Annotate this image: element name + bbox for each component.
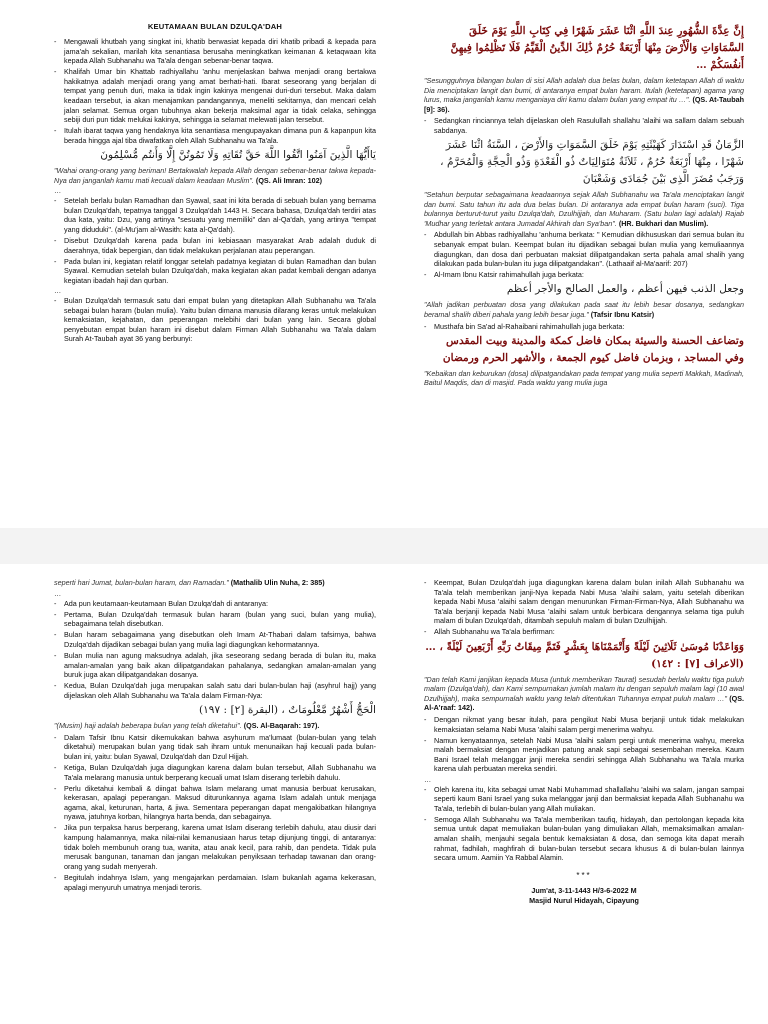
translation-quote bbox=[54, 721, 376, 731]
section-ellipsis: … bbox=[54, 588, 62, 598]
section-ellipsis: … bbox=[54, 186, 62, 196]
quote-text: "Sesungguhnya bilangan bulan di sisi Allah adalah dua belas bulan, dalam ketetapan Allah di waktu Dia menciptakan langit dan bumi, di antaranya empat bulan haram. Itulah (ketetapan) agama yang lurus, maka janganlah kamu menganiaya diri kamu dalam bulan yang empat itu …". bbox=[424, 76, 744, 105]
translation-quote bbox=[424, 675, 744, 713]
bullet-paragraph: - Musthafa bin Sa'ad al-Rahaibani rahimahullah juga berkata: bbox=[424, 322, 744, 332]
translation-quote bbox=[424, 190, 744, 228]
bullet-paragraph: - Keempat, Bulan Dzulqa'dah juga diagungkan karena dalam bulan inilah Allah Subhanahu wa Ta'ala telah memberikan janji-Nya kepada Nabi Musa 'alaihi salam, yaitu setelah diberikan kepada Nabi Musa 'alaihi salam dengan menurunkan Firman-Firman-Nya, Allah Subhanahu wa Ta'ala berjanji kepada Nabi Musa 'alaihi salam untuk berbicara dengannya selama tiga puluh malam di bulan Dzulqa'dah, ditambah sepuluh malam di bulan Dzulhijjah. bbox=[424, 578, 744, 626]
left-column-flow bbox=[54, 37, 376, 344]
page-two bbox=[0, 564, 768, 1024]
section-ellipsis: … bbox=[54, 286, 62, 296]
quote-text: "Kebaikan dan keburukan (dosa) dilipatgandakan pada tempat yang mulia seperti Makkah, Madinah, Baitul Maqdis, dan di masjid. Pada waktu yang mulia juga bbox=[424, 368, 744, 388]
quote-text: seperti hari Jumat, bulan-bulan haram, dan Ramadan." bbox=[54, 578, 229, 587]
arabic-verse: يَاأَيُّهَا الَّذِينَ آمَنُوا اتَّقُوا اللَّهَ حَقَّ تُقَاتِهِ وَلَا تَمُوتُنَّ إِلَّا وَأَنتُم مُّسْلِمُونَ bbox=[100, 149, 376, 162]
bullet-paragraph: - Sedangkan rinciannya telah dijelaskan oleh Rasulullah shallahu 'alaihi wa sallam dalam sebuah sabdanya. bbox=[424, 116, 744, 135]
bullet-paragraph: - Oleh karena itu, kita sebagai umat Nabi Muhammad shallallahu 'alaihi wa salam, jangan sampai seperti kaum Bani Israel yang suka melanggar janji dan bermaksiat kepada Allah Subhanahu wa Ta'ala, terlebih di bulan-bulan yang Allah muliakan. bbox=[424, 785, 744, 814]
quote-reference: (Tafsir Ibnu Katsir) bbox=[590, 310, 655, 319]
bullet-paragraph: - Bulan mulia nan agung maksudnya adalah, jika seseorang sedang berada di bulan itu, maka amalan-amalan yang baik akan dilipatgandakan pahalanya, sedangkan amalan-amalan yang buruk juga akan dilipatgandakan dosanya. bbox=[54, 651, 376, 680]
bullet-paragraph: - Semoga Allah Subhanahu wa Ta'ala memberikan taufiq, hidayah, dan pertolongan kepada kita semua untuk dapat memuliakan bulan-bulan yang dimuliakan Allah, memaksimalkan amalan-amalan shalih, menjauhi segala bentuk kemaksiatan & dosa, dan semoga kita dapat meraih rahmat, fadhilah, maghfirah di bulan-bulan tersebut secara khusus & di bulan-bulan lainnya secara umum. Aamiin Ya Rabbal Alamin. bbox=[424, 815, 744, 863]
bullet-paragraph: - Dalam Tafsir Ibnu Katsir dikemukakan bahwa asyhurum ma'lumaat (bulan-bulan yang telah diketahui) merupakan bulan yang tidak sah ihram untuk menunaikan haji kecuali pada bulan-bulan ini, yaitu: bulan Syawal, Dzulqa'dah dan Dzul Hijjah. bbox=[54, 733, 376, 762]
bullet-paragraph: - Mengawali khutbah yang singkat ini, khatib berwasiat kepada diri khatib pribadi & kepada para jama'ah sekalian, marilah kita senantiasa berusaha meningkatkan keimanan & ketaqwaan kita kepada Allah Subhanahu wa Ta'ala dengan sebenar-benar taqwa. bbox=[54, 37, 376, 66]
translation-quote bbox=[54, 578, 376, 588]
bullet-paragraph: - Ketiga, Bulan Dzulqa'dah juga diagungkan karena dalam bulan tersebut, Allah Subhanahu wa Ta'ala melarang manusia untuk berperang kecuali umat Islam diserang terlebih dahulu. bbox=[54, 763, 376, 782]
arabic-verse: وجعل الذنب فيهن أعظم ، والعمل الصالح والأجر أعظم bbox=[506, 283, 744, 296]
quote-reference: (QS. Ali Imran: 102) bbox=[255, 175, 322, 185]
left-column-flow bbox=[54, 578, 376, 892]
translation-quote bbox=[424, 369, 744, 388]
bullet-paragraph: - Begitulah indahnya Islam, yang mengajarkan perdamaian. Islam bukanlah agama kekerasan, apalagi menyuruh umatnya menjadi teroris. bbox=[54, 873, 376, 892]
quote-reference: (HR. Bukhari dan Muslim). bbox=[618, 218, 709, 228]
quote-text: "Allah jadikan perbuatan dosa yang dilakukan pada saat itu lebih besar dosanya, sedangkan beramal shalih diberi pahala yang lebih besar juga." bbox=[424, 300, 744, 319]
bullet-paragraph: - Dengan nikmat yang besar itulah, para pengikut Nabi Musa berjanji untuk tidak melakukan kemaksiatan selama Nabi Musa 'alaihi salam pergi menerima wahyu. bbox=[424, 715, 744, 734]
page-one-right-column bbox=[424, 0, 744, 528]
quote-text: "Wahai orang-orang yang beriman! Bertakwalah kepada Allah dengan sebenar-benar takwa kepada-Nya dan janganlah kamu mati kecuali dalam keadaan Muslim". bbox=[54, 166, 376, 185]
translation-quote bbox=[424, 300, 744, 319]
arabic-verse: إِنَّ عِدَّةَ الشُّهُورِ عِندَ اللَّهِ اثْنَا عَشَرَ شَهْرًا فِي كِتَابِ اللَّهِ يَوْمَ خَلَقَ السَّمَاوَاتِ وَالْأَرْضَ مِنْهَا أَرْبَعَةٌ حُرُمٌ ذَٰلِكَ الدِّينُ الْقَيِّمُ فَلَا تَظْلِمُوا فِيهِنَّ أَنفُسَكُمْ … bbox=[450, 25, 744, 71]
page-two-left-column bbox=[54, 564, 376, 1024]
arabic-verse: الزَّمَانُ قَدِ اسْتَدَارَ كَهَيْئَتِهِ يَوْمَ خَلَقَ السَّمَوَاتِ وَالأَرْضَ ، السَّنَةُ اثْنَا عَشَرَ شَهْرًا ، مِنْهَا أَرْبَعَةٌ حُرُمٌ ، ثَلاَثَةٌ مُتَوَالِيَاتٌ ذُو الْقَعْدَةِ وَذُو الْحِجَّةِ وَالْمُحَرَّمُ ، وَرَجَبُ مُضَرَ الَّذِى بَيْنَ جُمَادَى وَشَعْبَانَ bbox=[440, 139, 744, 186]
bullet-paragraph: - Bulan Dzulqa'dah termasuk satu dari empat bulan yang ditetapkan Allah Subhanahu wa Ta'ala sebagai bulan haram (bulan mulia). Yaitu bulan dimana manusia dilarang keras untuk melakukan kemaksiatan, kejahatan, dan peperangan melebihi dari bulan yang lain. Secara global penyebutan empat bulan haram ini disebut dalam Firman Allah Subhanahu wa Ta'ala dalam Surah At-Taubah ayat 36 yang berbunyi: bbox=[54, 296, 376, 344]
right-column-flow bbox=[424, 23, 744, 388]
page-one-left-column bbox=[54, 0, 376, 528]
bullet-paragraph: - Namun kenyataannya, setelah Nabi Musa 'alaihi salam pergi untuk menerima wahyu, mereka malah bermaksiat dengan menjadikan patung anak sapi sebagai sesembahan mereka. Kaum Bani Israel telah melanggar janji mereka sendiri sehingga Allah Subhanahu wa Ta'ala murka karena ulah perbuatan mereka sendiri. bbox=[424, 736, 744, 774]
bullet-paragraph: - Allah Subhanahu wa Ta'ala berfirman: bbox=[424, 627, 744, 637]
bullet-paragraph: - Khalifah Umar bin Khattab radhiyallahu 'anhu menjelaskan bahwa menjadi orang bertakwa hakikatnya adalah menjadi orang yang amat berhati-hati. Ibarat seseorang yang berjalan di tempat yang penuh duri, maka ia tidak ingin kakinya mengenai duri-duri tersebut. Maka dalam keadaan tersebut, ia akan menajamkan pandangannya, meneliti sekitarnya, dan mencari celah jalan selamat. Semua organ tubuhnya akan bekerja maksimal agar ia tidak celaka, sehingga sebiji duri pun tidak melukai kakinya, sehingga ia selamat melewati jalan tersebut. bbox=[54, 67, 376, 125]
quote-reference: (QS. Al-A'raaf: 142). bbox=[424, 693, 744, 713]
quote-text: "Setahun berputar sebagaimana keadaannya sejak Allah Subhanahu wa Ta'ala menciptakan langit dan bumi. Satu tahun itu ada dua belas bulan. Di antaranya ada empat bulan haram (suci). Tiga bulannya berturut-turut yaitu Dzulqa'dah, Dzulhijjah, dan Muharam. (Satu bulan lagi adalah) Rajab 'Mudhar yang terletak antara Jumadal Akhirah dan Sya'ban". bbox=[424, 190, 744, 228]
footer-place: Masjid Nurul Hidayah, Cipayung bbox=[529, 895, 639, 905]
right-column-flow bbox=[424, 578, 744, 863]
bullet-paragraph: - Perlu diketahui kembali & diingat bahwa Islam melarang umat manusia berbuat kerusakan, kekerasan, apalagi peperangan. Maksud diturunkannya agama Islam adalah untuk menjaga agama, akal, keturunan, harta, & jiwa. Sementara peperangan dapat mengakibatkan hilangnya nyawa, jatuhnya korban, hilangnya harta benda, dan sebagainya. bbox=[54, 784, 376, 822]
translation-quote bbox=[54, 166, 376, 185]
quote-text: "Dan telah Kami janjikan kepada Musa (untuk memberikan Taurat) sesudah berlalu waktu tiga puluh malam (Dzulqa'dah), dan Kami sempurnakan jumlah malam itu dengan sepuluh malam lagi (10 awal Dzulhijjah), maka sempurnalah waktu yang telah ditentukan Tuhannya empat puluh malam …" bbox=[424, 674, 744, 703]
section-ellipsis: … bbox=[424, 774, 432, 784]
page-two-right-column bbox=[424, 564, 744, 1024]
bullet-paragraph: - Disebut Dzulqa'dah karena pada bulan ini kebiasaan masyarakat Arab adalah duduk di daerahnya, tidak bepergian, dan tidak melakukan perjalanan atau peperangan. bbox=[54, 236, 376, 255]
bullet-paragraph: - Bulan haram sebagaimana yang disebutkan oleh Imam At-Thabari dalam tafsirnya, bahwa Dzulqa'dah dijadikan sebagai bulan yang mulia lagi diagungkan kehormatannya. bbox=[54, 630, 376, 649]
quote-reference: (QS. Al-Baqarah: 197). bbox=[243, 721, 320, 731]
page-gap bbox=[0, 528, 768, 564]
bullet-paragraph: - Pada bulan ini, kegiatan relatif longgar setelah padatnya kegiatan di bulan Ramadhan dan bulan Syawal. Kemudian setelah bulan Dzulqa'dah, maka kegiatan akan padat kembali dengan adanya kegiatan ibadah haji dan qurban. bbox=[54, 257, 376, 286]
bullet-paragraph: - Al-Imam Ibnu Katsir rahimahullah juga berkata: bbox=[424, 270, 744, 280]
arabic-verse: وَوَاعَدْنَا مُوسَىٰ ثَلَاثِينَ لَيْلَةً وَأَتْمَمْنَاهَا بِعَشْرٍ فَتَمَّ مِيقَاتُ رَبِّهِ أَرْبَعِينَ لَيْلَةً ، … (الاعراف [٧] : ١٤٢) bbox=[425, 640, 744, 670]
bullet-paragraph: - Kedua, Bulan Dzulqa'dah juga merupakan salah satu dari bulan-bulan haji (asyhrul hajj) yang dijelaskan oleh Allah Subhanahu wa Ta'ala dalam Firman-Nya: bbox=[54, 681, 376, 700]
document-title: KEUTAMAAN BULAN DZULQA'DAH bbox=[147, 22, 283, 31]
quote-text: "(Musim) haji adalah beberapa bulan yang telah diketahui". bbox=[54, 721, 242, 731]
quote-reference: (Mathalib Ulin Nuha, 2: 385) bbox=[230, 578, 325, 587]
bullet-paragraph: - Abdullah bin Abbas radhiyallahu 'anhuma berkata: " Kemudian dikhususkan dari semua bulan itu sebanyak empat bulan. Keempat bulan itu dijadikan sebagai bulan mulia yang kemuliaannya diagungkan, dan dosa dari perbuatan maksiat dilipatgandakan serta pahala amal shalih yang dilakukan pada bulan-bulan itu juga dilipatgandakan". (Lathaaif al-Ma'aarif: 207) bbox=[424, 230, 744, 268]
bullet-paragraph: - Setelah berlalu bulan Ramadhan dan Syawal, saat ini kita berada di sebuah bulan yang bernama bulan Dzulqa'dah, tepatnya tanggal 3 Dzulqa'dah 1443 H. Secara bahasa, Dzulqa'dah terdiri atas dua kata, yaitu: Dzu, yang artinya "sesuatu yang memiliki" dan al-Qa'dah, yang artinya "tempat yang diduduki". (al-Mu'jam al-Wasith: kata al-Qa'dah). bbox=[54, 196, 376, 234]
bullet-paragraph: - Itulah ibarat taqwa yang hendaknya kita senantiasa mengupayakan dimana pun & kapanpun kita berada hingga ajal tiba diwafatkan oleh Allah Subhanahu wa Ta'ala. bbox=[54, 126, 376, 145]
translation-quote bbox=[424, 76, 744, 114]
bullet-paragraph: - Jika pun terpaksa harus berperang, karena umat Islam diserang terlebih dahulu, atau diusir dari kampung halamannya, maka nilai-nilai kemanusiaan harus tetap dijunjung tinggi, di antaranya: tidak boleh membunuh orang tua, wanita, atau anak kecil, para rahib, dan pendeta. Tidak pula merusak bangunan, tanaman dan jangan melakukan penyiksaan terhadap tawanan dan orang-orang yang sudah menyerah. bbox=[54, 823, 376, 871]
quote-reference: (QS. At-Taubah [9]: 36). bbox=[424, 95, 744, 114]
footer-date: Jum'at, 3-11-1443 H/3-6-2022 M bbox=[531, 885, 637, 895]
arabic-verse: وتضاعف الحسنة والسيئة بمكان فاضل كمكة والمدينة وبيت المقدس وفي المساجد ، وبزمان فاضل كيوم الجمعة ، والأشهر الحرم ورمضان bbox=[442, 334, 744, 364]
bullet-paragraph: - Pertama, Bulan Dzulqa'dah termasuk bulan haram (bulan yang suci, bulan yang mulia), sebagaimana telah disebutkan. bbox=[54, 610, 376, 629]
separator-stars: *** bbox=[576, 870, 592, 880]
arabic-verse: الْحَجُّ أَشْهُرٌ مَّعْلُومَاتٌ ، (البقرة [٢] : ١٩٧) bbox=[198, 704, 376, 717]
bullet-paragraph: - Ada pun keutamaan-keutamaan Bulan Dzulqa'dah di antaranya: bbox=[54, 599, 376, 609]
